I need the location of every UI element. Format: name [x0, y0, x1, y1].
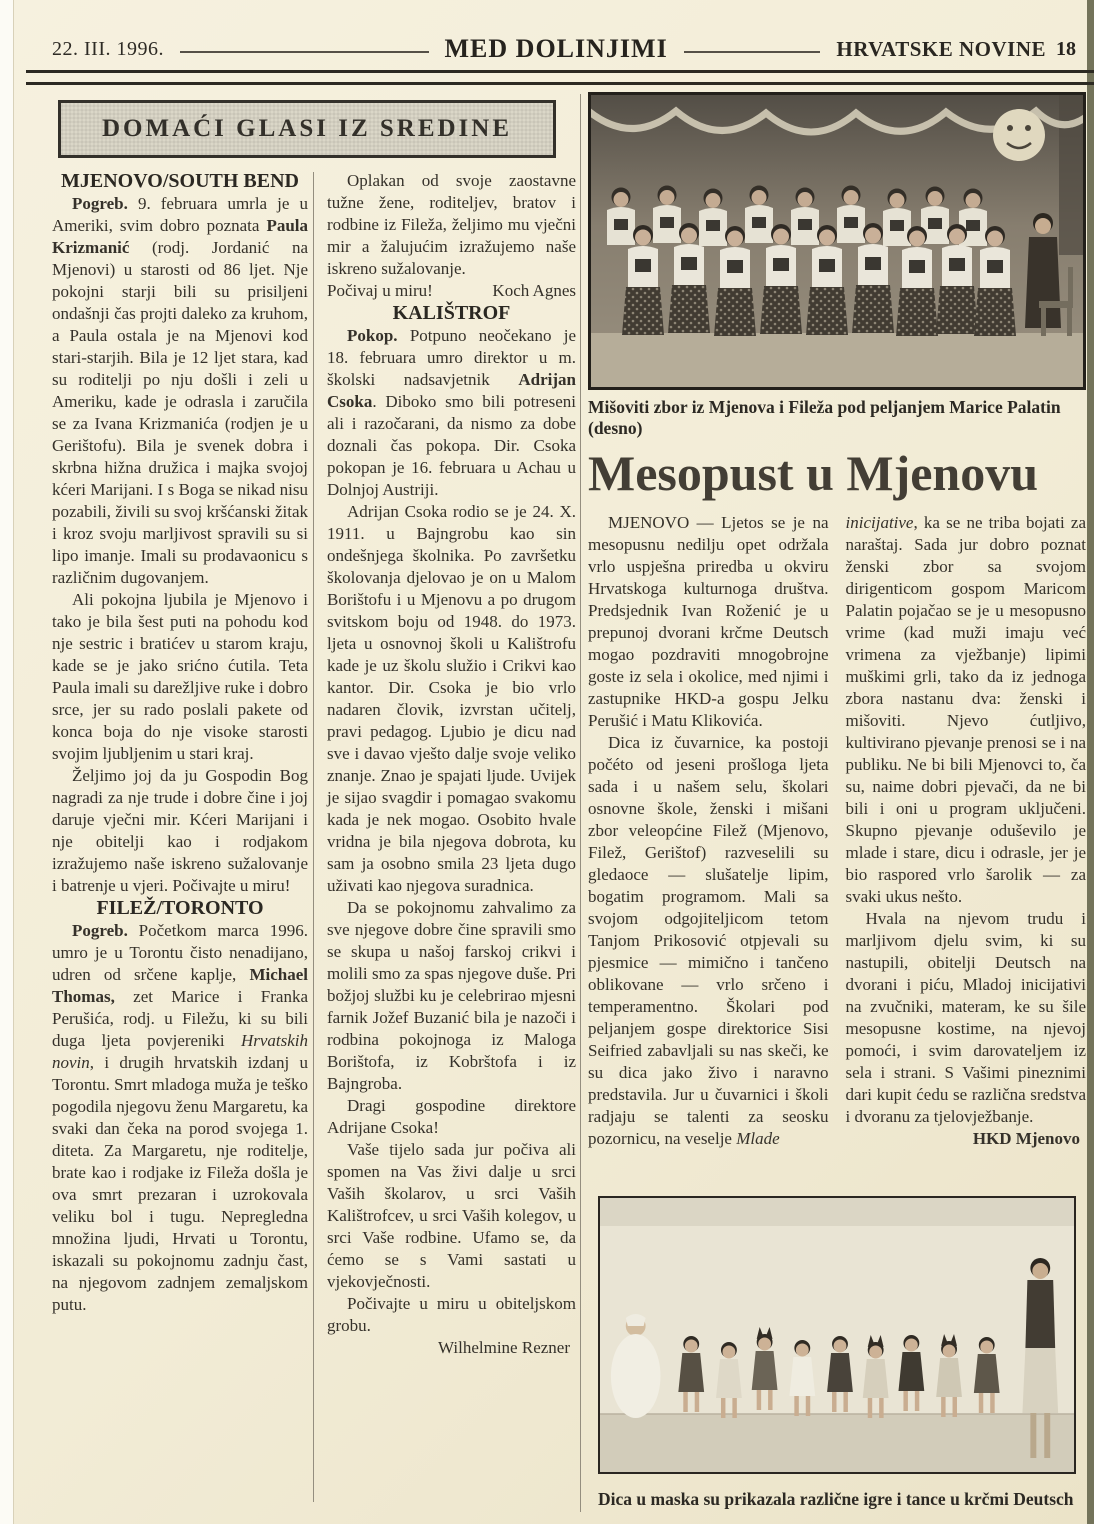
scan-edge-right — [1087, 0, 1094, 1524]
mask-face-decoration — [993, 109, 1045, 161]
article-headline: Mesopust u Mjenovu — [588, 445, 1039, 501]
article-column-2 — [846, 512, 1087, 1150]
obituary-heading-kalistrof: KALIŠTROF — [392, 302, 511, 324]
article-column-1 — [588, 512, 829, 1150]
header-double-rule — [26, 70, 1094, 85]
text-run: , i drugih hrvatskih izdanj u Torontu. Smrt mladoga muža je teško pogodila njegovu ženu Margaretu, ka svaki dan čeka na porod svojega 1. diteta. Za Margaretu, nje roditelje, brate kao i rodjake iz Fileža došla je ova smrt prezaran i uzrokovala veliku bol i tugu. Nepregledna množina ljudi, Hrvati u Torontu, iskazali su pokojnomu zadnju čast, na njegovom zadnjem zemaljskom putu. — [52, 1053, 308, 1314]
section-box-title: DOMAĆI GLASI IZ SREDINE — [101, 115, 513, 142]
text-run: Dica iz čuvarnice, ka postoji počéto od jeseni prošloga ljeta sada i u našem selu, školari osnovne škole, ženski i mišani zbor veleopćine Filež (Mjenovo, Filež, Gerištof) razveselili su gledaoce — slušatelje lipim, bogatim programom. Mali sa svojom odgojiteljicom tetom Tanjom Prikosović otpjevali su pjesmice — mimično i tančeno oblikovane — vrlo srčeno i temperamentno. Školari pod peljanjem gospe direktorice Sisi Seifried zabavljali su nas skeči, ke su dica jako živo i naravno predstavila. Jur u čuvarnici i školi radjaju se talenti za seosku pozornicu, na veselje — [588, 732, 829, 1148]
paragraph: Da se pokojnomu zahvalimo za sve njegove dobre čine spravili smo se skupa u našoj farskoj crikvi i molili smo za spas njegove duše. Pri božjoj službi ku je celebrirao mjesni farnik Jožef Buzanić bila je nazoči i rodbina pokojnoga iz Maloga Borištofa, iz Kobrštofa i iz Bajngroba. — [327, 898, 576, 1093]
paragraph: Počivajte u miru u obiteljskom grobu. — [327, 1294, 576, 1335]
paragraph: Vaše tijelo sada jur počiva ali spomen na Vas živi dalje u srci Vaših školarov, u srci Vaših Kalištrofcev, u srci Vaših kolegov, u srci Vaše rodbine. Ufamo se, da ćemo se s Vami sastati u vjekovječnosti. — [327, 1140, 576, 1291]
obituary-heading-mjenovo: MJENOVO/SOUTH BEND — [61, 170, 299, 192]
column-rule-right — [580, 94, 581, 1512]
author-signature: Koch Agnes — [492, 281, 576, 300]
deceased-name: Michael Thomas, — [52, 965, 308, 1006]
children-photo-illustration — [600, 1198, 1074, 1472]
closing-text: Počivaj u miru! — [327, 281, 433, 300]
paragraph: Dragi gospodine direktore Adrijane Csoka! — [327, 1096, 576, 1137]
lead-word: Pogreb. — [72, 921, 128, 940]
column-rule-left — [313, 172, 314, 1502]
author-signature: Wilhelmine Rezner — [438, 1338, 570, 1357]
paragraph: Željimo joj da ju Gospodin Bog nagradi za nje trude i dobre čine i joj daruje vječni mir. Kćeri Marijani i nje obitelji kao i rodjakom izražujemo naše iskreno sužalovanje i batrenje u vjeri. Počivajte u miru! — [52, 766, 308, 895]
text-run: zet Marice i Franka Perušića, rodj. u Filežu, ki su bili duga ljeta povjereniki — [52, 987, 308, 1050]
mesopust-article — [588, 92, 1086, 1520]
paragraph: MJENOVO — Ljetos se je na mesopusnu nedilju opet održala vrlo uspješna priredba u okviru Hrvatskoga kulturnoga društva. Predsjednik Ivan Roženić je u prepunoj dvorani krčme Deutsch mogao pozdraviti mnogobrojne goste iz sela i okolice, med njimi i zastupnike HKD-a gospu Jelku Perušić i Matu Klikovića. — [588, 512, 829, 730]
paragraph: Hvala na njevom trudu i marljivom djelu svim, ki su nastupili, obitelji Deutsch na dvorani i piću, Mladoj inicijativi na zvučniki, materam, ke su šile mesopusne kostime, na njevoj pomoći, i svim darovateljem iz sela i strani. S Vašimi pineznimi dari kupit ćedu se različna sredstva i dvoranu za tjelovježbanje. — [845, 908, 1086, 1126]
deceased-name: Paula Krizmanić — [52, 216, 308, 257]
italic-run: Mlade — [736, 1128, 780, 1148]
paragraph: Adrijan Csoka rodio se je 24. X. 1911. u Bajngrobu kao sin ondešnjega školnika. Po završetku školovanja djelovao je on u Malom Borištofu i u Mjenovu a po drugom svitskom boju od 1948. do 1973. ljeta u osnovnoj školi u Kalištrofu kade je uz školu služio i Crikvi kao kantor. Dir. Csoka je bio vrlo nadaren človik, izvrstan učitelj, pravi pedagog. Ljubio je dicu nad sve i davao vješto dalje svoje veliko znanje. Znao je spajati ljude. Uvijek je sijao svagdir i pomagao svakomu kada je nek mogao. Osobito hvale vridna je bila njegova dobrota, ku sam ja osobno smila 23 ljeta dugo uživati kao njegova suradnica. — [327, 502, 576, 895]
author-signature: HKD Mjenovo — [972, 1128, 1080, 1148]
paragraph — [846, 512, 1087, 908]
page-section-title: MED DOLINJIMI — [444, 34, 668, 63]
article-body — [588, 512, 1086, 1150]
header-rule-left — [180, 51, 429, 53]
lead-word: Pogreb. — [72, 194, 128, 213]
paragraph: Oplakan od svoje zaostavne tužne žene, roditeljev, bratov i rodbine iz Fileža, željimo mu vječni mir a žalujućim izražujemo naše iskreno sužalovanje. — [327, 171, 576, 278]
page-header — [52, 34, 1076, 64]
lead-word: Pokop. — [347, 326, 398, 345]
text-run: 9. februara umrla je u Ameriki, svim dobro poznata — [52, 194, 308, 235]
children-photo — [598, 1196, 1076, 1474]
choir-back-row — [607, 186, 987, 247]
publication-name: Hrvatskih novin — [52, 1031, 308, 1072]
italic-run: inicijative — [845, 512, 914, 532]
masthead: HRVATSKE NOVINE — [836, 36, 1046, 61]
section-box — [58, 100, 556, 158]
paragraph — [327, 325, 576, 501]
text-run: . Diboko smo bili potreseni ali i razočarani, da nismo za dobe doznali čas pokopa. Dir. Csoka pokopan je 16. februara u Achau u Dolnjoj Austriji. — [327, 392, 576, 499]
header-rule-right — [684, 51, 821, 53]
text-run: , ka se ne triba bojati za naraštaj. Sada jur dobro poznat ženski zbor sa svojom dirigenticom gospom Maricom Palatin pojačao se je u mesopusno vrime (kad muži imaju već vrimena za vježbanje) lipimi muškimi grli, tako da iz jednoga zbora nastanu dva: ženski i mišoviti. Njevo ćutljivo, kultivirano pjevanje prenosi se i na publiku. Ne bi bili Mjenovci to, ča su, naime dobri pjevači, da ne bi bili i oni u program uključeni. Skupno pjevanje oduševilo je mlade i stare, dicu i odrasle, jer je bio raspored vrlo šarolik — za svaki ukus nešto. — [845, 512, 1086, 906]
paragraph: Ali pokojna ljubila je Mjenovo i tako je bila šest puti na pohodu kod nje sestric i bratićev u starom kraju, kade se je jako srićno ćutila. Teta Paula imali su darežljive ruke i dobro srce, jer su rado poslali pakete od konca boja do nje visoke starosti svojim ljubljenim u stari kraj. — [52, 590, 308, 763]
deceased-name: Adrijan Csoka — [327, 370, 576, 411]
paragraph — [52, 920, 308, 1316]
page-number: 18 — [1056, 37, 1076, 60]
scan-edge-left — [0, 0, 14, 1524]
choir-photo-caption: Mišoviti zbor iz Mjenova i Fileža pod peljanjem Marice Palatin (desno) — [588, 397, 1061, 438]
issue-date: 22. III. 1996. — [52, 37, 164, 60]
paragraph — [52, 193, 308, 589]
obituary-heading-filez: FILEŽ/TORONTO — [96, 897, 264, 919]
choir-photo-illustration — [591, 95, 1083, 387]
closing-line — [327, 280, 576, 302]
paragraph — [588, 732, 829, 1150]
choir-photo — [588, 92, 1086, 390]
children-photo-caption: Dica u maska su prikazala različne igre i tance u krčmi Deutsch — [598, 1489, 1074, 1509]
text-run: Početkom marca 1996. umro je u Torontu čisto nenadijano, udren od srčene kaplje, — [52, 921, 308, 984]
obituary-column-2 — [327, 170, 576, 1359]
text-run: (rodj. Jordanić na Mjenovi) u starosti od 86 ljet. Nje pokojni starji bili su prisiljeni ondašnji čas projti daleko za kruhom, a Paula ostala je na Mjenovi kod stari-starjih. Bila je 12 ljet stara, kad su roditelji po nju došli i zeli u Ameriku, kade je odrasla i zaručila se za Ivana Krizmanića (rodjen je u Gerištofu). Bila je svenek dobra i skrbna hižna družica i majka svojoj kćeri Marijani. I s Boga se nikad nisu pozabili, živili su svoj kršćanski žitak i kroz svoju marljivost spravili su si lipo imanje. Imali su prodavaonicu s različnim dugovanjem. — [52, 238, 308, 587]
obituary-column-1 — [52, 170, 308, 1316]
text-run: Potpuno neočekano je 18. februara umro direktor u m. školski nadsavjetnik — [327, 326, 576, 389]
